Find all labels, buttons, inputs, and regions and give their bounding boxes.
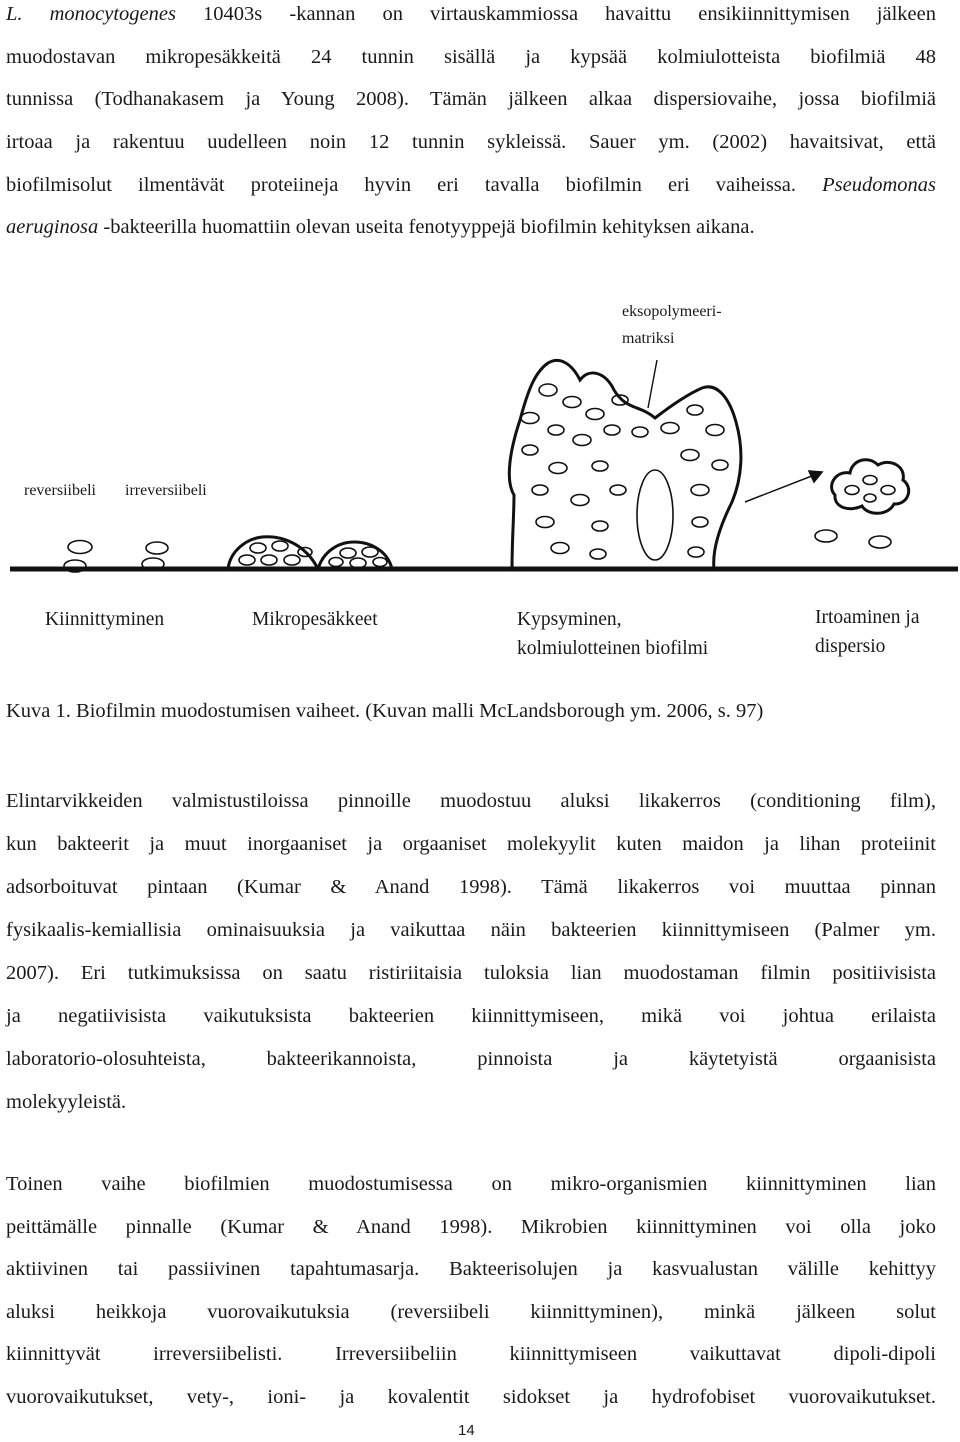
cell: [261, 555, 277, 565]
text-line: aluksi heikkoja vuorovaikutuksia (reversiibeli kiinnittyminen), minkä jälkeen solut: [6, 1300, 936, 1323]
cell: [592, 521, 608, 531]
text-line: kiinnittyvät irreversiibelisti. Irreversiibeliin kiinnittymiseen vaikuttavat dipoli-dipoli: [6, 1343, 936, 1365]
cell: [845, 486, 859, 495]
cell: [681, 450, 699, 461]
text-line: L. monocytogenes 10403s -kannan on virtauskammiossa havaittu ensikiinnittymisen jälkeen: [6, 3, 936, 25]
cell: [590, 549, 606, 559]
stage-attachment: Kiinnittyminen: [45, 609, 165, 630]
text-line: fysikaalis-kemiallisia ominaisuuksia ja vaikuttaa näin bakteerien kiinnittymiseen (Palmer ym.: [6, 919, 936, 941]
cell: [586, 409, 604, 420]
text-line: kun bakteerit ja muut inorgaaniset ja orgaaniset molekyylit kuten maidon ja lihan proteiinit: [6, 833, 936, 855]
text-line: Elintarvikkeiden valmistustiloissa pinnoille muodostuu aluksi likakerros (conditioning film),: [6, 790, 936, 812]
stage-microcolonies: Mikropesäkkeet: [252, 609, 378, 630]
cell: [706, 425, 724, 436]
dispersal-arrow: [745, 472, 822, 502]
cell: [272, 541, 288, 551]
cell: [863, 476, 877, 485]
cell: [532, 485, 548, 495]
cell: [864, 494, 876, 502]
cell: [869, 536, 891, 548]
text-line: tunnissa (Todhanakasem ja Young 2008). Tämän jälkeen alkaa dispersiovaihe, jossa biofilmiä: [6, 88, 936, 111]
text-line: laboratorio-olosuhteista, bakteerikannoista, pinnoista ja käytetyistä orgaanisista: [6, 1048, 936, 1070]
stage-maturation-line1: Kypsyminen,: [517, 609, 622, 630]
cell: [551, 543, 569, 554]
paragraph-1: [6, 0, 936, 249]
cell: [712, 460, 728, 470]
stage-dispersal-line1: Irtoaminen ja: [815, 607, 920, 628]
stage-maturation-line2: kolmiulotteinen biofilmi: [517, 638, 709, 659]
cell: [687, 405, 703, 415]
label-reversible: reversiibeli: [24, 482, 96, 499]
cell: [571, 495, 589, 506]
cell: [146, 542, 168, 554]
cell: [362, 547, 378, 557]
biofilm-stages-figure: [0, 290, 960, 670]
cell: [521, 413, 539, 424]
paragraph-3: [6, 1163, 936, 1418]
cell: [373, 558, 387, 567]
cell: [632, 427, 648, 437]
text-line: molekyyleistä.: [6, 1091, 127, 1113]
cell: [549, 463, 567, 474]
cell: [610, 485, 626, 495]
stage-dispersal-line2: dispersio: [815, 636, 886, 657]
text-line: ja negatiivisista vaikutuksista bakteerien kiinnittymiseen, mikä voi johtua erilaista: [6, 1005, 936, 1027]
label-matrix-line2: matriksi: [622, 330, 675, 347]
cell: [592, 461, 608, 471]
cell: [239, 555, 255, 565]
void-channel: [637, 470, 673, 560]
cell: [688, 547, 704, 557]
cell: [548, 425, 564, 435]
matrix-pointer: [648, 360, 657, 408]
cell: [68, 541, 92, 554]
cell: [691, 485, 709, 496]
cell: [661, 423, 679, 434]
cell: [604, 425, 620, 435]
cell: [329, 558, 343, 567]
text-line: aktiivinen tai passiivinen tapahtumasarja. Bakteerisolujen ja kasvualustan välille kehittyy: [6, 1258, 936, 1280]
paragraph-2: [6, 780, 936, 1124]
cell: [881, 486, 895, 495]
cell: [522, 445, 538, 455]
cell: [536, 517, 554, 528]
biofilm-mushroom: [509, 360, 741, 569]
text-line: 2007). Eri tutkimuksissa on saatu ristiriitaisia tuloksia lian muodostaman filmin positiivisista: [6, 962, 936, 984]
label-irreversible: irreversiibeli: [125, 482, 207, 499]
cell: [692, 517, 708, 527]
cell: [573, 435, 591, 446]
dispersed-clump: [832, 460, 909, 514]
text-line: aeruginosa -bakteerilla huomattiin olevan useita fenotyyppejä biofilmin kehityksen aikana.: [6, 216, 755, 239]
figure-caption: Kuva 1. Biofilmin muodostumisen vaiheet. (Kuvan malli McLandsborough ym. 2006, s. 97): [6, 700, 764, 722]
text-line: biofilmisolut ilmentävät proteiineja hyvin eri tavalla biofilmin eri vaiheissa. Pseudomonas: [6, 173, 937, 196]
cell: [284, 555, 300, 565]
text-line: muodostavan mikropesäkkeitä 24 tunnin sisällä ja kypsää kolmiulotteista biofilmiä 48: [6, 45, 936, 68]
text-line: vuorovaikutukset, vety-, ioni- ja kovalentit sidokset ja hydrofobiset vuorovaikutukset.: [6, 1385, 936, 1408]
cell: [563, 397, 581, 408]
text-line: adsorboituvat pintaan (Kumar & Anand 1998). Tämä likakerros voi muuttaa pinnan: [6, 876, 936, 898]
cell: [340, 548, 356, 558]
text-line: peittämälle pinnalle (Kumar & Anand 1998). Mikrobien kiinnittyminen voi olla joko: [6, 1215, 936, 1238]
cell: [815, 530, 837, 542]
dispersal-arrowhead: [809, 471, 822, 482]
text-line: Toinen vaihe biofilmien muodostumisessa on mikro-organismien kiinnittyminen lian: [6, 1173, 936, 1195]
label-matrix-line1: eksopolymeeri-: [622, 303, 722, 320]
page-number: 14: [458, 1422, 475, 1439]
text-line: irtoaa ja rakentuu uudelleen noin 12 tunnin sykleissä. Sauer ym. (2002) havaitsivat, että: [6, 131, 936, 154]
cell: [539, 384, 557, 396]
cell: [250, 543, 266, 553]
